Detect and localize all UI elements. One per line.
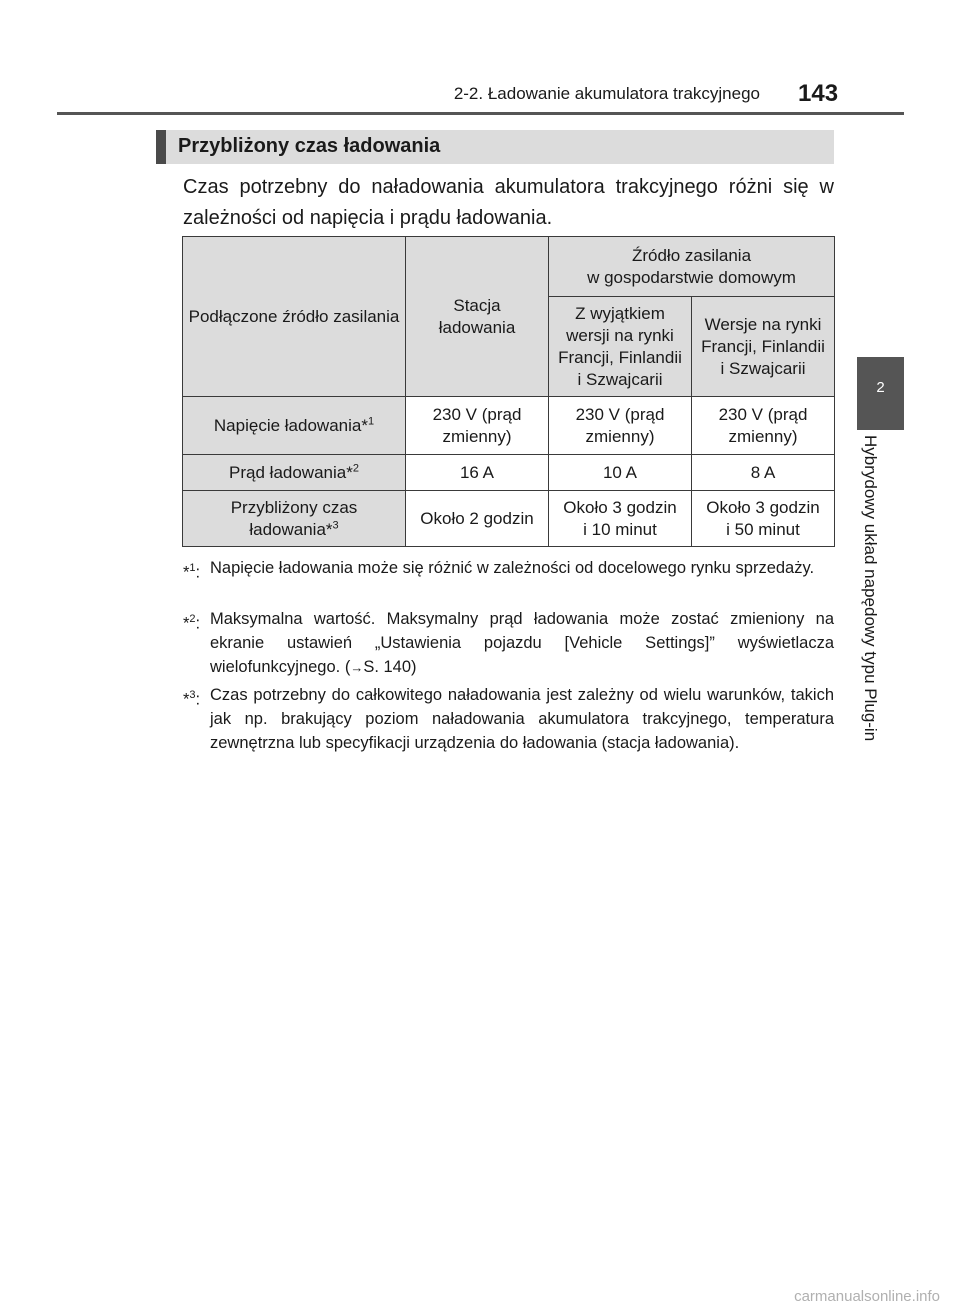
header-versions-line1: Wersje na rynki: [704, 314, 822, 334]
footnote-marker: *$^1$:: [183, 562, 201, 582]
table-cell: [406, 397, 549, 455]
header-station-cell: [406, 237, 549, 397]
cell-line: 230 V (prąd: [575, 404, 665, 424]
header-except-line4: i Szwajcarii: [577, 369, 663, 389]
header-versions-cell: [692, 297, 835, 397]
table-cell: 10 A: [549, 455, 692, 491]
table-cell: 16 A: [406, 455, 549, 491]
running-header-section: 2-2. Ładowanie akumulatora trakcyjnego: [453, 84, 760, 103]
table-cell: Około 2 godzin: [406, 491, 549, 547]
cell-line: zmienny): [442, 426, 512, 446]
table-cell: [549, 491, 692, 547]
footnote-star: *: [183, 690, 190, 709]
page-reference-link[interactable]: S. 140): [363, 658, 417, 676]
footnote-1: [183, 556, 834, 580]
header-household-line2: w gospodarstwie domowym: [587, 267, 796, 287]
footnote-sup: 1: [189, 562, 196, 574]
footnote-sup: 3: [189, 689, 196, 701]
charging-time-table: [182, 236, 835, 547]
cell-line: zmienny): [585, 426, 655, 446]
cell-line: i 10 minut: [583, 519, 657, 539]
header-source-text: Podłączone źródło zasilania: [188, 306, 400, 326]
table-cell: 8 A: [692, 455, 835, 491]
table-row: [183, 455, 835, 491]
cell-line: zmienny): [728, 426, 798, 446]
intro-paragraph: Czas potrzebny do naładowania akumulatora trakcyjnego różni się w zależności od napięcia i prądu ładowania.: [183, 176, 834, 229]
header-divider: [57, 112, 904, 115]
header-except-line1: Z wyjątkiem: [575, 303, 665, 323]
cell-line: 230 V (prąd: [718, 404, 808, 424]
table-row: [183, 491, 835, 547]
footnote-text: Napięcie ładowania może się różnić w zależności od docelowego rynku sprzedaży.: [210, 559, 815, 577]
row-label-sup: 2: [352, 461, 359, 474]
page-number: 143: [798, 80, 839, 107]
header-except-line2: wersji na rynki: [566, 325, 674, 345]
site-watermark: carmanualsonline.info: [794, 1288, 940, 1305]
table-cell: [692, 397, 835, 455]
table-cell: [549, 397, 692, 455]
header-versions-line3: i Szwajcarii: [720, 358, 806, 378]
header-station-text: Stacja ładowania: [438, 295, 516, 337]
row-label-sup: 1: [367, 414, 375, 427]
row-label: Napięcie ładowania*: [213, 415, 368, 435]
section-title: Przybliżony czas ładowania: [178, 135, 441, 157]
chapter-tab-number: 2: [876, 379, 885, 396]
header-household-cell: [549, 237, 835, 297]
header-source-cell: [183, 237, 406, 397]
chapter-tab: [857, 357, 904, 430]
footnote-text: Czas potrzebny do całkowitego naładowania jest zależny od wielu warunków, takich jak np. brakujący poziom naładowania akumulatora trakcyjnego, temperatura zewnętrzna lub specyfikacji urządzenia do ładowania (stacja ładowania).: [210, 686, 834, 752]
row-label-cell: [183, 455, 406, 491]
footnote-3: [183, 683, 834, 755]
footnote-marker: *$^2$:: [183, 613, 201, 633]
cell-line: i 50 minut: [726, 519, 800, 539]
row-label: Prąd ładowania*: [229, 462, 353, 482]
row-label-line1: Przybliżony czas: [230, 497, 358, 517]
cell-line: 230 V (prąd: [432, 404, 522, 424]
footnote-star: *: [183, 614, 190, 633]
footnote-marker: *$^3$:: [183, 689, 201, 709]
header-versions-line2: Francji, Finlandii: [701, 336, 825, 356]
footnote-text: [210, 607, 834, 680]
cell-line: Około 3 godzin: [563, 497, 677, 517]
section-heading-box: [156, 130, 834, 164]
table-row: [183, 397, 835, 455]
row-label-cell: [183, 491, 406, 547]
footnote-2: [183, 607, 834, 680]
row-label-sup: 3: [332, 518, 339, 531]
footnote-body: Maksymalna wartość. Maksymalny prąd ładowania może zostać zmieniony na ekranie ustawień „Ustawienia pojazdu [Vehicle Settings]” wyświetlacza wielofunkcyjnego. (: [210, 610, 834, 676]
footnote-sup: 2: [189, 613, 196, 625]
row-label-line2: ładowania*: [249, 519, 333, 539]
table-header-row: [183, 237, 835, 297]
header-except-line3: Francji, Finlandii: [558, 347, 682, 367]
chapter-tab-label: Hybrydowy układ napędowy typu Plug-in: [861, 435, 880, 742]
header-except-cell: [549, 297, 692, 397]
cell-line: Około 3 godzin: [706, 497, 820, 517]
arrow-right-icon: →: [350, 660, 364, 675]
row-label-cell: [183, 397, 406, 455]
footnote-star: *: [183, 563, 190, 582]
table-cell: [692, 491, 835, 547]
header-household-line1: Źródło zasilania: [631, 245, 752, 265]
